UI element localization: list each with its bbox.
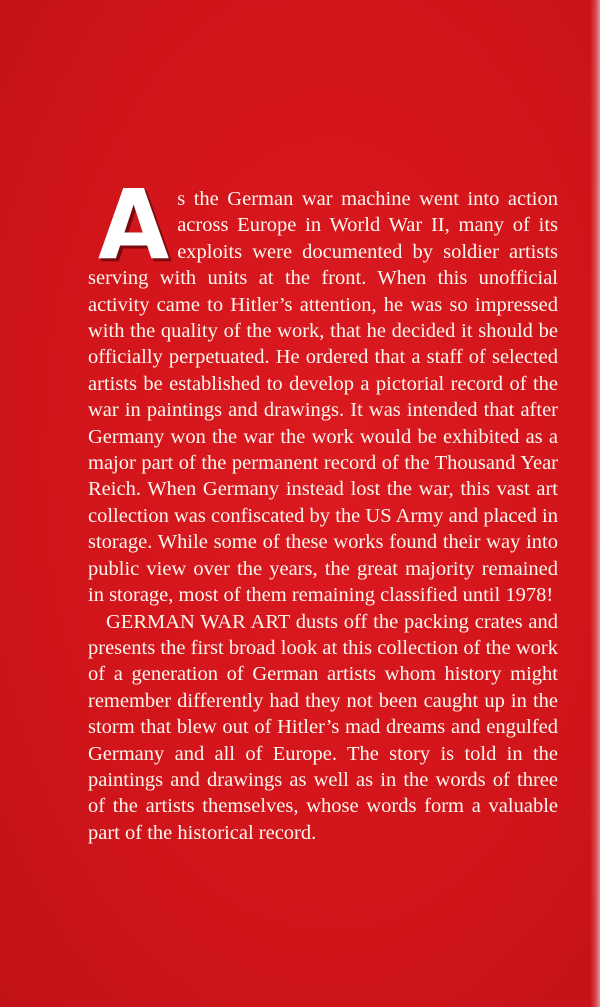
blurb-paragraph-2: GERMAN WAR ART dusts off the packing crates and presents the first broad look at this collection of the work of a generation of German artists whom history might remember differently had they not been caught up in the storm that blew out of Hitler’s mad dreams and engulfed Germany and all of Europe. The story is told in the paintings and drawings as well as in the words of three of the artists themselves, whose words form a valuable part of the historical record. [88, 610, 558, 844]
cover-edge [590, 0, 600, 1007]
drop-cap-letter: A [98, 169, 170, 282]
blurb-text [88, 169, 558, 846]
blurb-paragraph-1 [88, 169, 558, 609]
blurb-paragraph-1-text: s the German war machine went into action across Europe in World War II, many of its exploits were documented by soldier artists serving with units at the front. When this unofficial activity came to Hitler’s attention, he was so impressed with the quality of the work, that he decided it should be officially perpetuated. He ordered that a staff of selected artists be established to develop a pictorial record of the war in paintings and drawings. It was intended that after Germany won the war the work would be exhibited as a major part of the permanent record of the Thousand Year Reich. When Germany instead lost the war, this vast art collection was confiscated by the US Army and placed in storage. While some of these works found their way into public view over the years, the great majority remained in storage, most of them remaining classified until 1978! [88, 188, 558, 607]
